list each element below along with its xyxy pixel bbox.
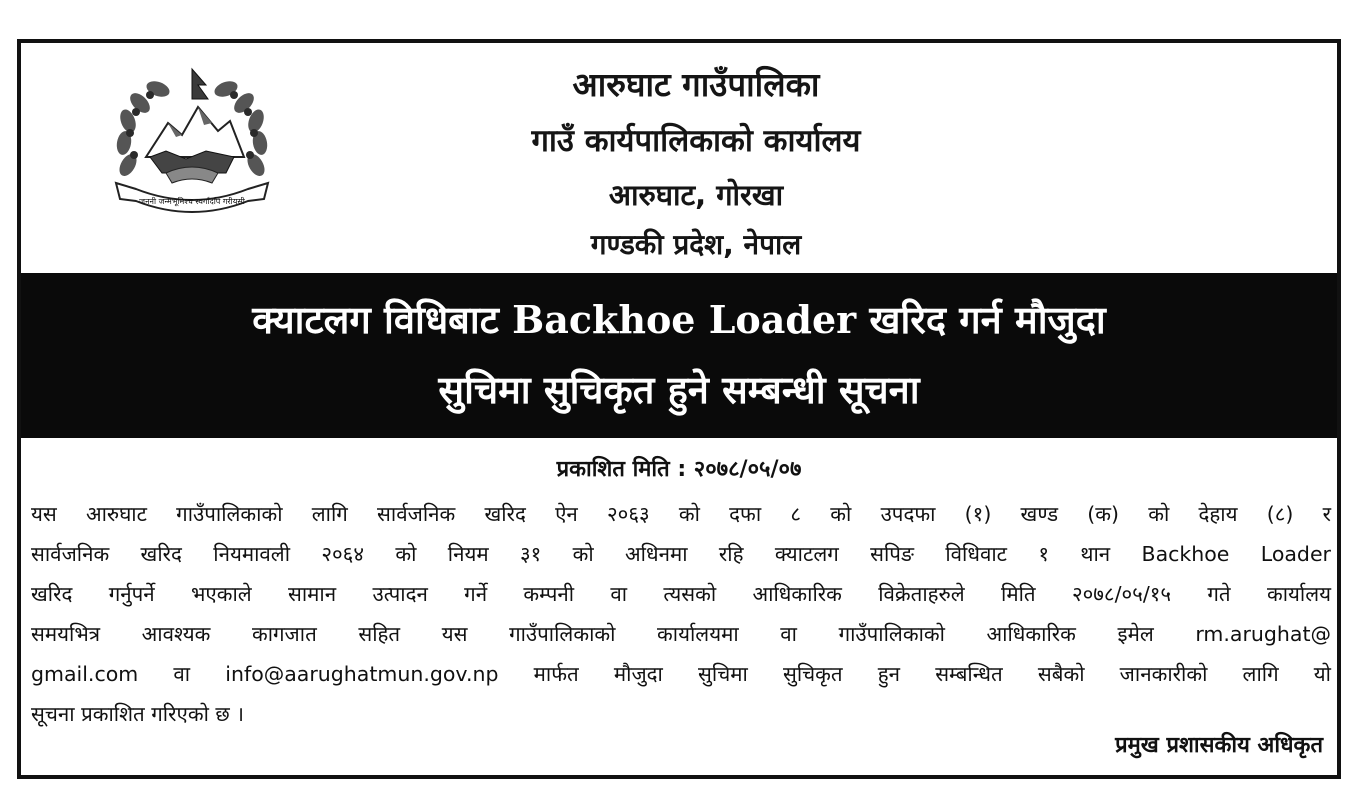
body-line: यस आरुघाट गाउँपालिकाको लागि सार्वजनिक खरिद ऐन २०६३ को दफा ८ को उपदफा (१) खण्ड (क) को देहाय (८) र	[31, 502, 1331, 526]
body-line: समयभित्र आवश्यक कागजात सहित यस गाउँपालिकाको कार्यालयमा वा गाउँपालिकाको आधिकारिक इमेल rm.arughat@	[31, 622, 1331, 646]
emblem-motto: जननी जन्मभूमिश्च स्वर्गादपि गरीयसी	[139, 197, 245, 206]
body-line: सार्वजनिक खरिद नियमावली २०६४ को नियम ३१ को अधिनमा रहि क्याटलग सपिङ विधिवाट १ थान Backhoe Loader	[31, 542, 1331, 566]
municipality-name: आरुघाट गाउँपालिका	[572, 65, 820, 104]
notice-title-banner	[21, 273, 1337, 438]
nepal-emblem-icon	[106, 65, 278, 217]
body-line: खरिद गर्नुपर्ने भएकाले सामान उत्पादन गर्ने कम्पनी वा त्यसको आधिकारिक विक्रेताहरुले मिति २०७८/०५/१५ गते कार्यालय	[31, 582, 1331, 606]
notice-frame	[17, 39, 1341, 779]
body-line: gmail.com वा info@aarughatmun.gov.np मार्फत मौजुदा सुचिमा सुचिकृत हुन सम्बन्धित सबैको जानकारीको लागि यो	[31, 662, 1331, 686]
office-location: आरुघाट, गोरखा	[608, 178, 784, 212]
office-name: गाउँ कार्यपालिकाको कार्यालय	[531, 123, 861, 159]
signatory-title: प्रमुख प्रशासकीय अधिकृत	[1115, 733, 1323, 758]
publication-date: प्रकाशित मिति : २०७८/०५/०७	[556, 457, 802, 482]
province-country: गण्डकी प्रदेश, नेपाल	[590, 228, 802, 261]
body-line: सूचना प्रकाशित गरिएको छ ।	[31, 702, 245, 726]
notice-header	[21, 43, 1337, 273]
notice-body	[31, 494, 1331, 734]
notice-title-line-1: क्याटलग विधिबाट Backhoe Loader खरिद गर्न मौजुदा	[252, 297, 1106, 342]
notice-title-line-2: सुचिमा सुचिकृत हुने सम्बन्धी सूचना	[438, 367, 920, 412]
